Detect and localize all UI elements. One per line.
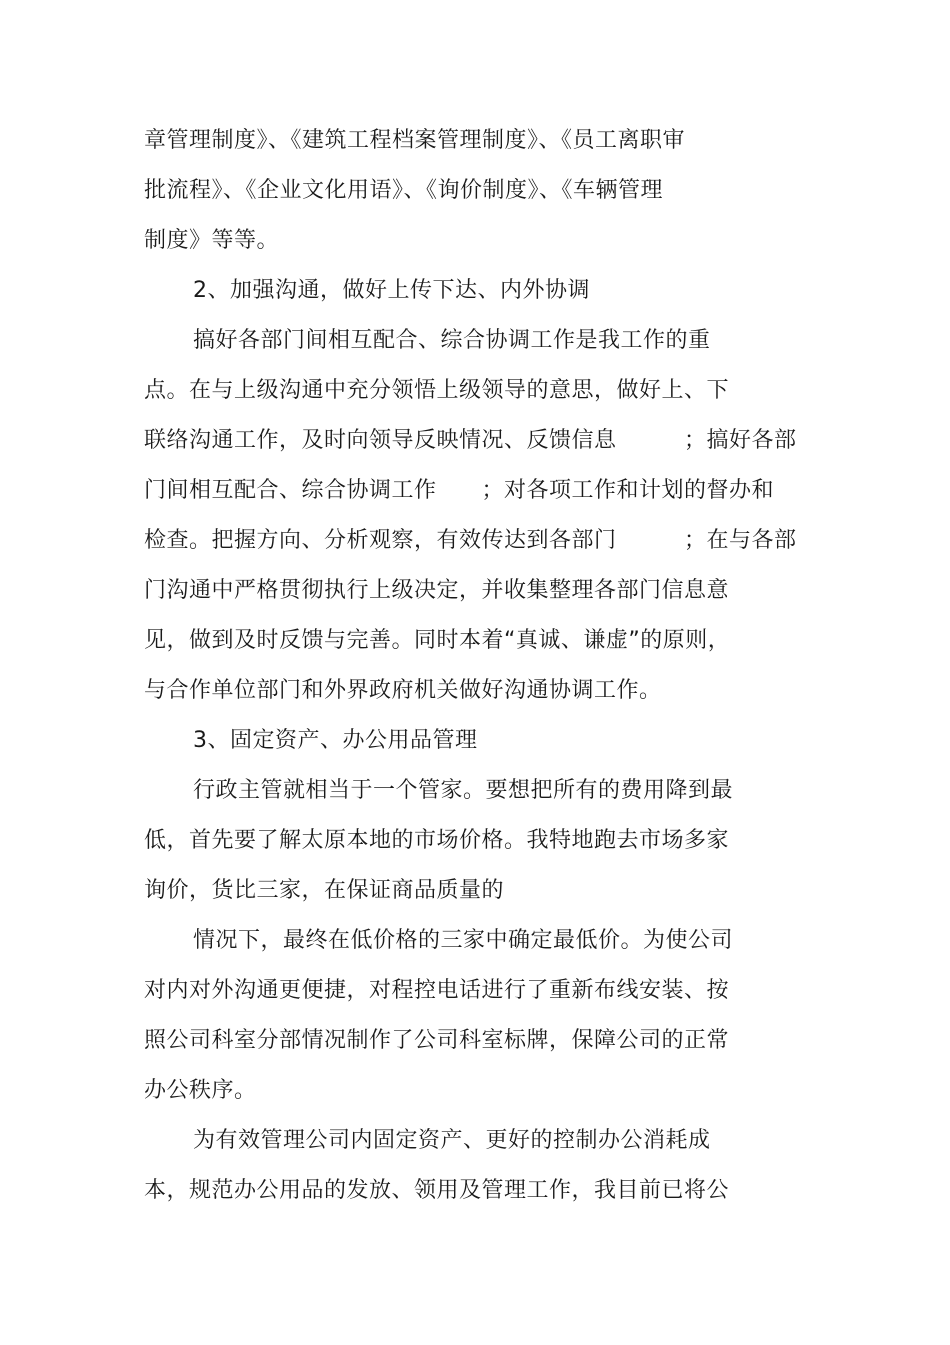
text-line: 点。在与上级沟通中充分领悟上级领导的意思，做好上、下 (144, 378, 730, 403)
text-line: 低，首先要了解太原本地的市场价格。我特地跑去市场多家 (144, 828, 730, 853)
text-line: 批流程》、《企业文化用语》、《询价制度》、《车辆管理 (144, 178, 664, 203)
text-line: 为有效管理公司内固定资产、更好的控制办公消耗成 (193, 1128, 711, 1153)
text-line: 情况下，最终在低价格的三家中确定最低价。为使公司 (193, 928, 734, 953)
text-line: 照公司科室分部情况制作了公司科室标牌，保障公司的正常 (144, 1028, 730, 1053)
text-line: 与合作单位部门和外界政府机关做好沟通协调工作。 (144, 678, 662, 703)
text-line: 询价，货比三家，在保证商品质量的 (144, 878, 505, 903)
text-line: 行政主管就相当于一个管家。要想把所有的费用降到最 (193, 778, 734, 803)
text-line: 见，做到及时反馈与完善。同时本着“真诚、谦虚”的原则， (144, 628, 731, 653)
text-line: 检查。把握方向、分析观察，有效传达到各部门 ；在与各部 (144, 528, 797, 553)
text-line: 门沟通中严格贯彻执行上级决定，并收集整理各部门信息意 (144, 578, 730, 603)
text-line: 门间相互配合、综合协调工作 ；对各项工作和计划的督办和 (144, 478, 775, 503)
section-heading: 3、固定资产、办公用品管理 (193, 728, 478, 753)
text-line: 搞好各部门间相互配合、综合协调工作是我工作的重 (193, 328, 711, 353)
text-line: 制度》等等。 (144, 228, 280, 253)
section-heading: 2、加强沟通，做好上传下达、内外协调 (193, 278, 590, 303)
text-line: 对内对外沟通更便捷，对程控电话进行了重新布线安装、按 (144, 978, 730, 1003)
text-line: 本，规范办公用品的发放、领用及管理工作，我目前已将公 (144, 1178, 730, 1203)
text-line: 联络沟通工作，及时向领导反映情况、反馈信息 ；搞好各部 (144, 428, 797, 453)
text-line: 办公秩序。 (144, 1078, 257, 1103)
text-line: 章管理制度》、《建筑工程档案管理制度》、《员工离职审 (144, 128, 686, 153)
